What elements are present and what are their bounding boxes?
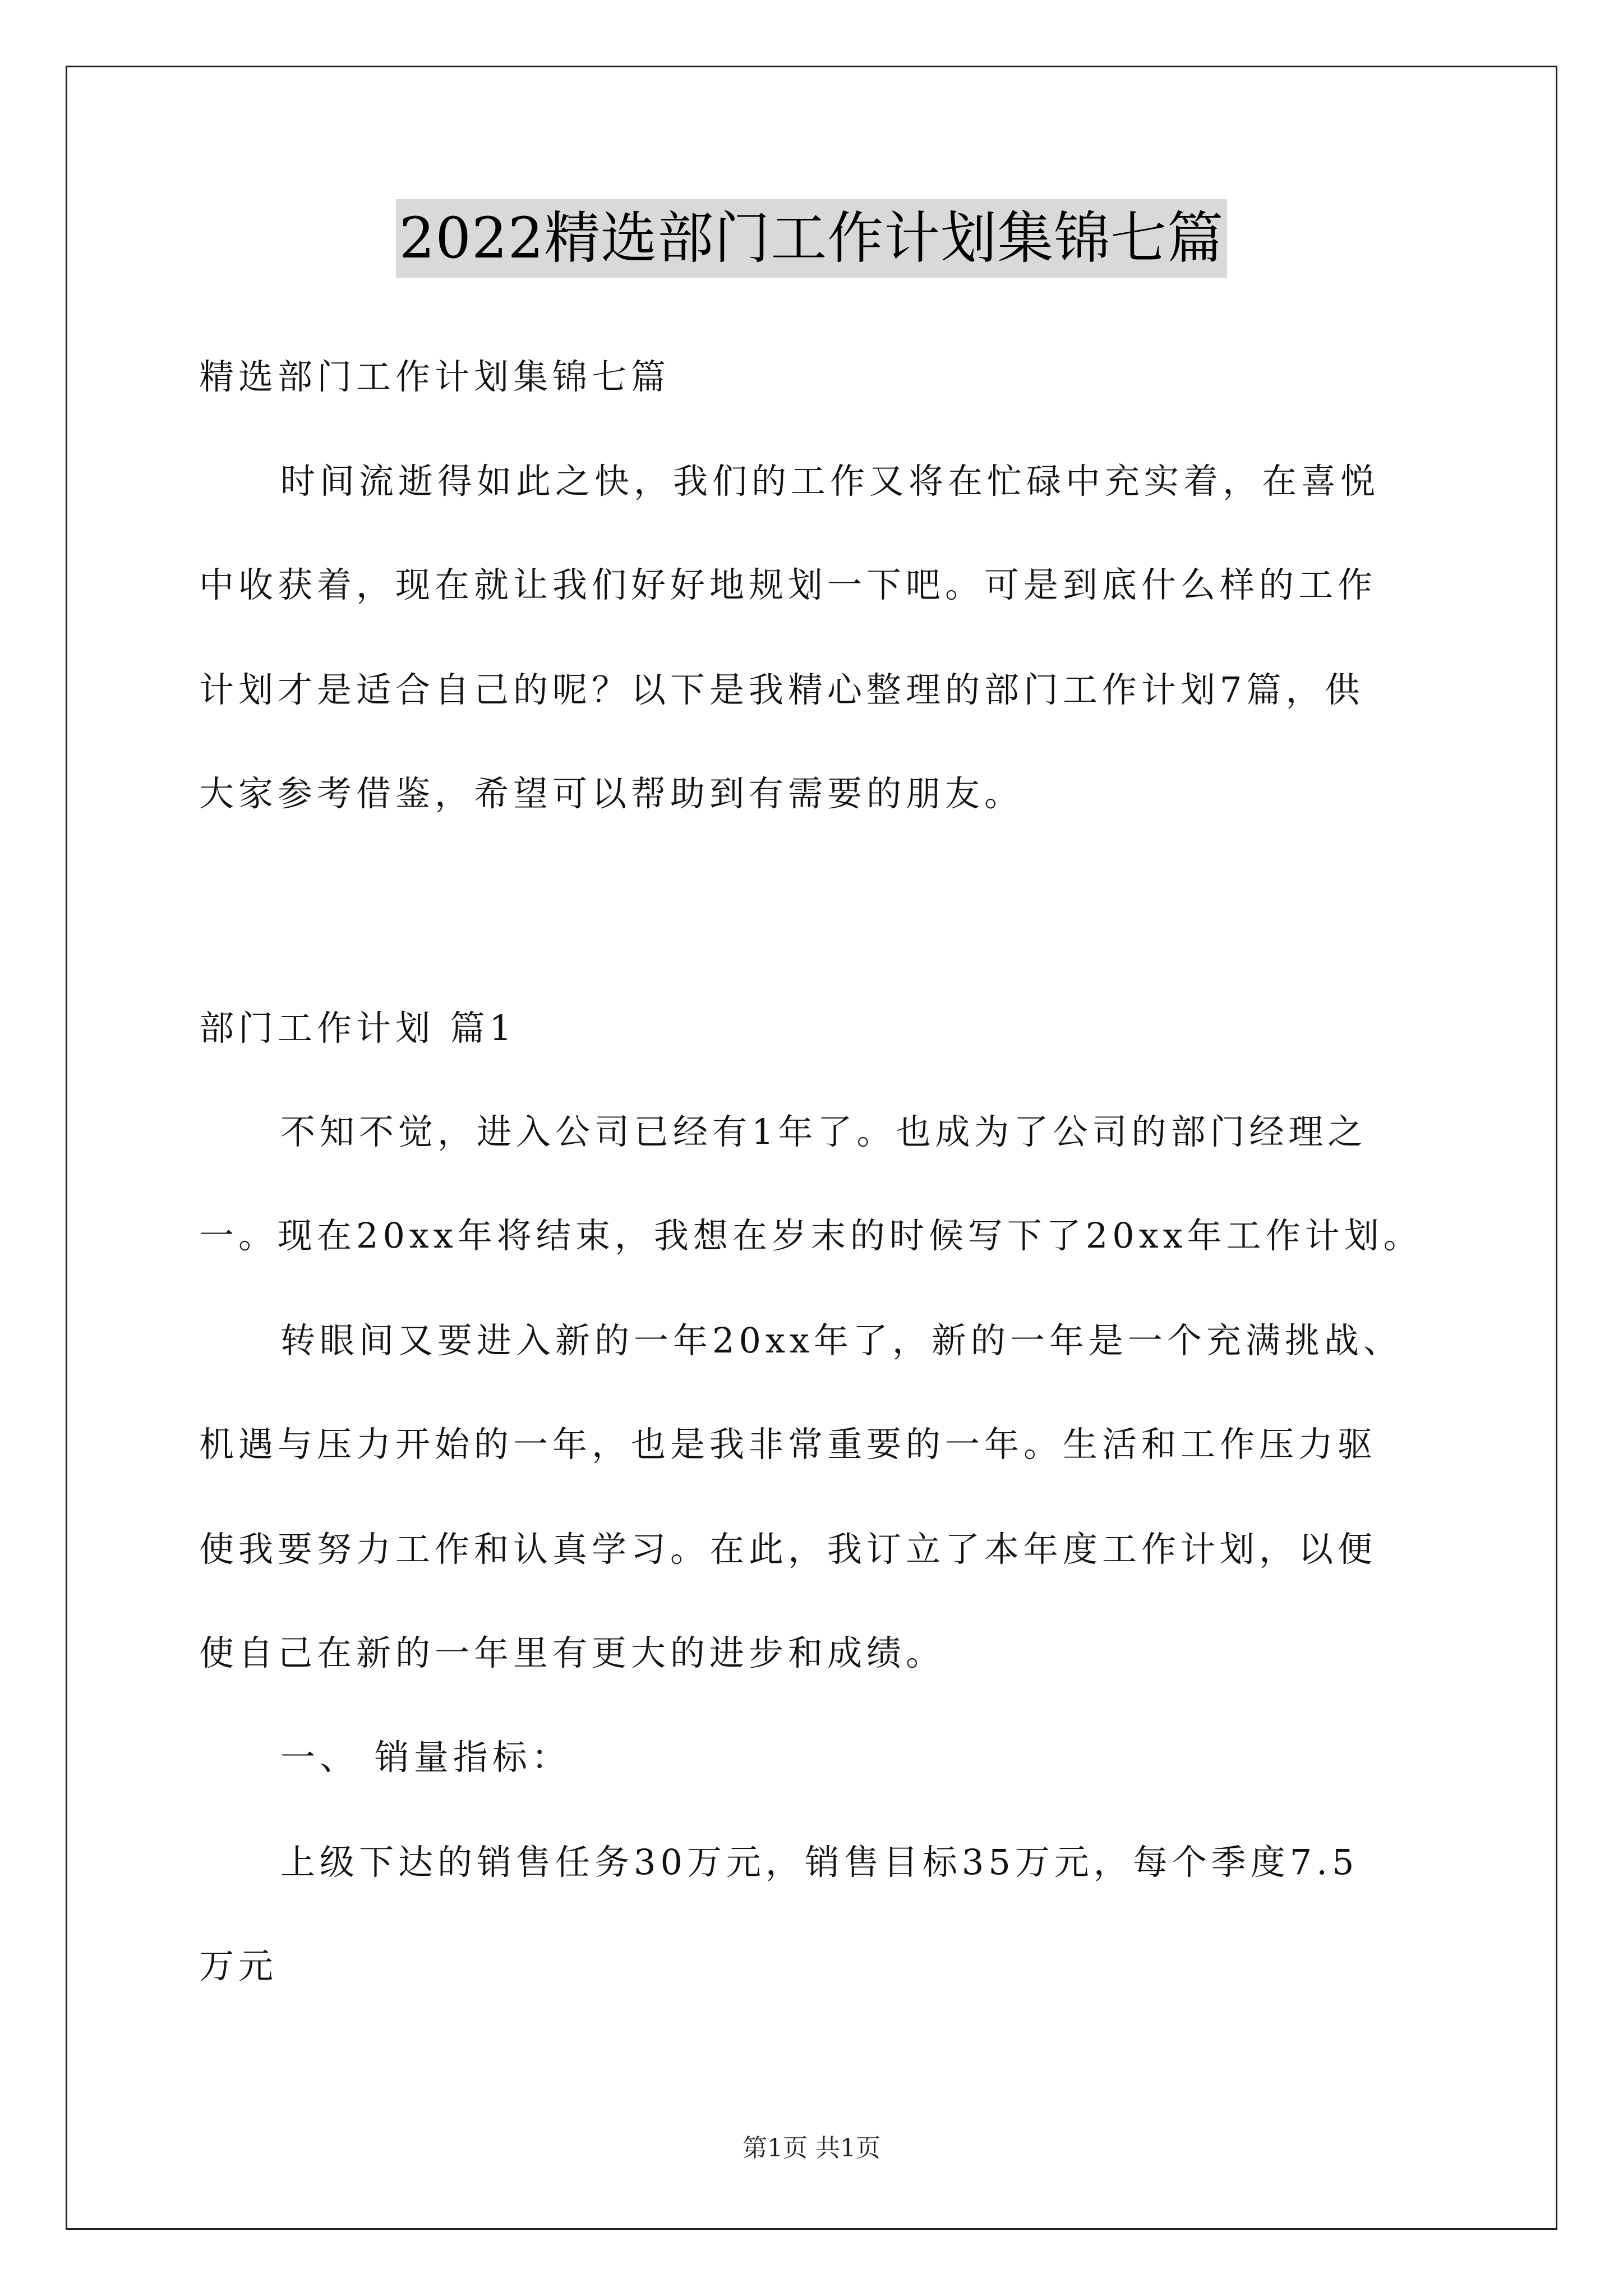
paragraph-line: 上级下达的销售任务30万元，销售目标35万元，每个季度7.5 xyxy=(280,1842,1359,1883)
paragraph-line: 使我要努力工作和认真学习。在此，我订立了本年度工作计划，以便 xyxy=(199,1529,1377,1570)
title-container xyxy=(0,199,1623,278)
section-heading: 部门工作计划 篇1 xyxy=(199,1007,517,1048)
page-footer: 第1页 共1页 xyxy=(743,2134,880,2162)
paragraph-line: 一。现在20xx年将结束，我想在岁末的时候写下了20xx年工作计划。 xyxy=(199,1215,1423,1256)
list-heading: 一、 销量指标： xyxy=(280,1737,571,1778)
paragraph-line: 使自己在新的一年里有更大的进步和成绩。 xyxy=(199,1632,946,1673)
intro-line: 中收获着，现在就让我们好好地规划一下吧。可是到底什么样的工作 xyxy=(199,564,1377,605)
paragraph-line: 转眼间又要进入新的一年20xx年了，新的一年是一个充满挑战、 xyxy=(280,1320,1403,1361)
intro-line: 时间流逝得如此之快，我们的工作又将在忙碌中充实着，在喜悦 xyxy=(280,461,1380,501)
subtitle: 精选部门工作计划集锦七篇 xyxy=(199,356,671,397)
paragraph-line: 万元 xyxy=(199,1945,278,1986)
paragraph-line: 机遇与压力开始的一年，也是我非常重要的一年。生活和工作压力驱 xyxy=(199,1424,1377,1465)
document-title: 2022精选部门工作计划集锦七篇 xyxy=(396,199,1228,278)
intro-line: 大家参考借鉴，希望可以帮助到有需要的朋友。 xyxy=(199,773,1024,814)
paragraph-line: 不知不觉，进入公司已经有1年了。也成为了公司的部门经理之 xyxy=(280,1111,1367,1152)
intro-line: 计划才是适合自己的呢？以下是我精心整理的部门工作计划7篇，供 xyxy=(199,669,1364,710)
